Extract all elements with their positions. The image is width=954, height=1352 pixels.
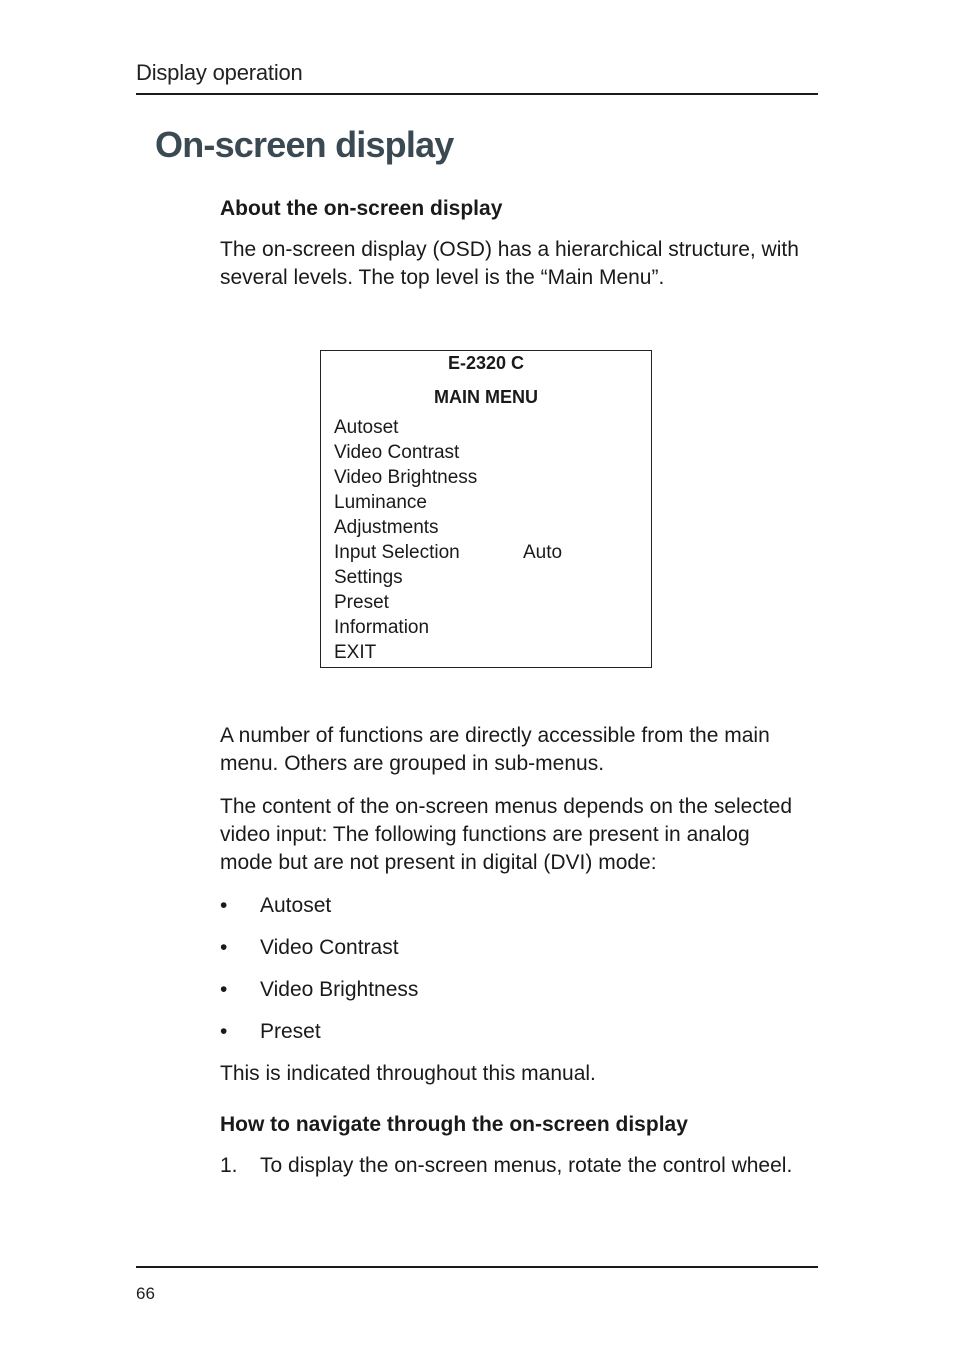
paragraph-1 xyxy=(220,722,820,778)
paragraph-3 xyxy=(220,1060,820,1088)
osd-item-information: Information xyxy=(334,617,430,638)
bullet-text: Preset xyxy=(260,1020,321,1043)
p2-line-3: mode but are not present in digital (DVI) mode: xyxy=(220,851,657,874)
osd-item-autoset: Autoset xyxy=(334,417,399,438)
osd-item-input-selection: Input Selection Auto xyxy=(334,542,563,563)
step-number: 1. xyxy=(220,1154,238,1177)
osd-item-adjustments: Adjustments xyxy=(334,517,439,538)
paragraph-2 xyxy=(220,793,820,877)
osd-item-exit: EXIT xyxy=(334,642,377,663)
osd-item-video-contrast: Video Contrast xyxy=(334,442,460,463)
bullet-glyph: • xyxy=(220,894,228,917)
p2-line-2: video input: The following functions are present in analog xyxy=(220,823,750,846)
page-title: On-screen display xyxy=(155,124,454,165)
bullet-glyph: • xyxy=(220,936,228,959)
osd-menu-list xyxy=(334,415,563,665)
running-header: Display operation xyxy=(136,60,303,85)
bullet-glyph: • xyxy=(220,978,228,1001)
header-rule xyxy=(136,93,818,95)
about-intro-line-1: The on-screen display (OSD) has a hierarchical structure, with xyxy=(220,238,799,261)
list-item xyxy=(220,976,820,1018)
navigate-heading: How to navigate through the on-screen display xyxy=(220,1113,688,1136)
p1-line-1: A number of functions are directly accessible from the main xyxy=(220,724,770,747)
osd-item-settings: Settings xyxy=(334,567,403,588)
navigate-section xyxy=(220,1111,820,1139)
list-item xyxy=(220,934,820,976)
footer-rule xyxy=(136,1266,818,1268)
about-intro-line-2: several levels. The top level is the “Main Menu”. xyxy=(220,266,665,289)
osd-item-preset: Preset xyxy=(334,592,389,613)
osd-menu-title: MAIN MENU xyxy=(434,387,538,407)
list-item xyxy=(220,1018,820,1060)
osd-item-input-selection-value: Auto xyxy=(523,542,563,563)
about-heading: About the on-screen display xyxy=(220,197,503,220)
bullet-text: Autoset xyxy=(260,894,332,917)
about-intro xyxy=(220,236,820,292)
p2-line-1: The content of the on-screen menus depends on the selected xyxy=(220,795,793,818)
osd-model-label: E-2320 C xyxy=(447,353,525,373)
p3-text: This is indicated throughout this manual. xyxy=(220,1062,596,1085)
step-text: To display the on-screen menus, rotate the control wheel. xyxy=(260,1154,793,1177)
osd-item-luminance: Luminance xyxy=(334,492,427,513)
about-section xyxy=(220,195,820,223)
bullet-text: Video Contrast xyxy=(260,936,399,959)
navigate-step-1 xyxy=(220,1152,820,1180)
p1-line-2: menu. Others are grouped in sub-menus. xyxy=(220,752,605,775)
bullet-list xyxy=(220,892,820,1060)
osd-item-video-brightness: Video Brightness xyxy=(334,467,478,488)
osd-main-menu-figure xyxy=(320,350,652,668)
bullet-glyph: • xyxy=(220,1020,228,1043)
bullet-text: Video Brightness xyxy=(260,978,419,1001)
list-item xyxy=(220,892,820,934)
page-number: 66 xyxy=(136,1284,155,1303)
